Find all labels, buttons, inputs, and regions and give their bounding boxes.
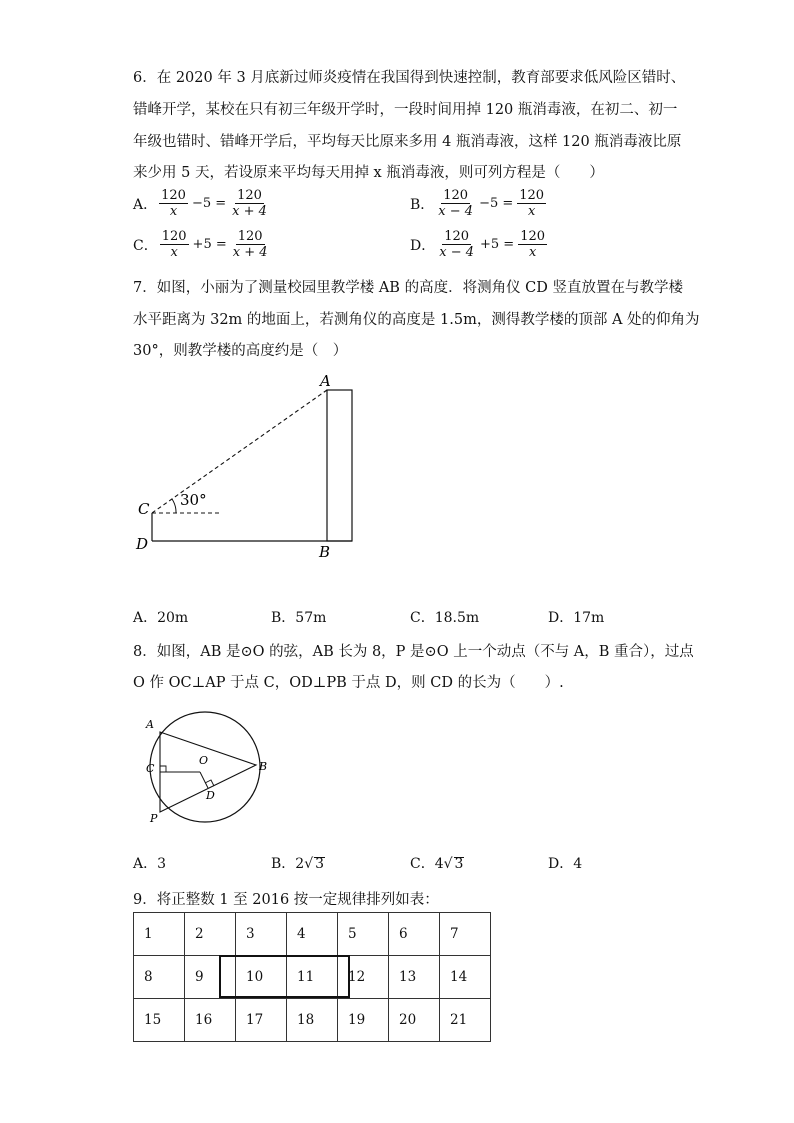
table-cell: 12: [338, 956, 389, 999]
table-cell: 20: [389, 999, 440, 1042]
table-cell: 17: [236, 999, 287, 1042]
q8-answer-b: [271, 853, 325, 873]
angle-arc: [172, 499, 176, 513]
fraction-left: [159, 188, 188, 219]
denominator: x − 4: [439, 245, 474, 260]
q8-answer-d: D．4: [548, 856, 583, 872]
point-label-a: A: [320, 372, 331, 390]
fraction-left: [437, 229, 476, 260]
q6-option-d: [410, 229, 549, 260]
answer-text: C．4: [410, 856, 444, 872]
point-label-d: D: [136, 535, 149, 553]
option-label: D．: [410, 237, 436, 254]
point-label-d: D: [206, 789, 215, 802]
table-cell: 21: [440, 999, 491, 1042]
table-row: [134, 913, 491, 956]
point-label-c: C: [138, 500, 150, 518]
table-cell: 14: [440, 956, 491, 999]
table-cell: 16: [185, 999, 236, 1042]
q6-option-b: [410, 188, 548, 219]
table-cell: 7: [440, 913, 491, 956]
q9-line: 9．将正整数 1 至 2016 按一定规律排列如表：: [133, 892, 439, 908]
table-cell: 18: [287, 999, 338, 1042]
q8-line-2: O 作 OC⊥AP 于点 C，OD⊥PB 于点 D，则 CD 的长为（ ）.: [133, 675, 564, 691]
option-label: B．: [410, 196, 435, 213]
sqrt-icon: √: [443, 856, 453, 872]
q7-figure: [130, 368, 370, 563]
q8-answer-a: A．3: [133, 856, 167, 872]
point-label-p: P: [150, 812, 158, 825]
denominator: x: [528, 204, 536, 219]
numerator: 120: [161, 188, 186, 203]
circle-o: [150, 712, 260, 822]
table-cell: 15: [134, 999, 185, 1042]
table-cell: 5: [338, 913, 389, 956]
table-cell: 4: [287, 913, 338, 956]
q7-line-1: 7．如图，小丽为了测量校园里教学楼 AB 的高度．将测角仪 CD 竖直放置在与教学楼: [133, 280, 684, 296]
table-cell: 10: [236, 956, 287, 999]
sight-line: [152, 390, 327, 513]
table-cell: 19: [338, 999, 389, 1042]
numerator: 120: [237, 188, 262, 203]
table-cell: 1: [134, 913, 185, 956]
building-ab: [327, 390, 352, 541]
fraction-right: [518, 229, 547, 260]
denominator: x: [170, 245, 178, 260]
denominator: x + 4: [232, 204, 267, 219]
denominator: x: [528, 245, 537, 260]
denominator: x: [169, 204, 178, 219]
radicand: 3: [315, 856, 325, 872]
point-label-c: C: [146, 762, 155, 775]
table-cell: 8: [134, 956, 185, 999]
q7-answer-b: B．57m: [271, 610, 327, 626]
q7-line-2: 水平距离为 32m 的地面上，若测角仪的高度是 1.5m，测得教学楼的顶部 A 处的仰角为: [133, 312, 700, 328]
sqrt-icon: √: [304, 856, 314, 872]
option-label: C．: [133, 237, 158, 254]
point-label-b: B: [319, 543, 331, 561]
operator: −5 =: [191, 196, 227, 211]
numerator: 120: [520, 229, 546, 244]
q7-answer-d: D．17m: [548, 610, 605, 626]
denominator: x − 4: [438, 204, 474, 219]
highlight-box: [219, 955, 350, 998]
answer-text: B．2: [271, 856, 305, 872]
q7-answer-a: A．20m: [133, 610, 189, 626]
numerator: 120: [519, 188, 545, 203]
q6-line-3: 年级也错时、错峰开学后，平均每天比原来多用 4 瓶消毒液，这样 120 瓶消毒液比原: [133, 134, 682, 150]
q6-line-1: 6．在 2020 年 3 月底新过师炎疫情在我国得到快速控制，教育部要求低风险区错时、: [133, 70, 686, 86]
operator: −5 =: [479, 196, 514, 211]
table-cell: 9: [185, 956, 236, 999]
q7-answer-c: C．18.5m: [410, 610, 480, 626]
fraction-right: [517, 188, 546, 219]
segment-od: [200, 772, 208, 788]
numerator: 120: [443, 188, 469, 203]
operator: +5 =: [480, 237, 515, 252]
operator: +5 =: [192, 237, 227, 252]
fraction-right: [230, 188, 269, 219]
q6-line-2: 错峰开学，某校在只有初三年级开学时，一段时间用掉 120 瓶消毒液，在初二、初一: [133, 102, 678, 118]
q7-line-3: 30°，则教学楼的高度约是（ ）: [133, 343, 348, 359]
table-row: [134, 999, 491, 1042]
table-cell: 6: [389, 913, 440, 956]
fraction-right: [231, 229, 270, 260]
q6-line-4: 来少用 5 天，若设原来平均每天用掉 x 瓶消毒液，则可列方程是（ ）: [133, 165, 604, 181]
point-label-o: O: [199, 754, 209, 767]
q6-option-c: [133, 229, 272, 260]
table-cell: 11: [287, 956, 338, 999]
numerator: 120: [161, 229, 187, 244]
table-cell: 3: [236, 913, 287, 956]
right-angle-c: [160, 766, 166, 772]
table-cell: 2: [185, 913, 236, 956]
q8-answer-c: [410, 853, 464, 873]
point-label-a: A: [146, 718, 154, 731]
q8-line-1: 8．如图，AB 是⊙O 的弦，AB 长为 8，P 是⊙O 上一个动点（不与 A，B 重合），过点: [133, 644, 694, 660]
table-cell: 13: [389, 956, 440, 999]
angle-label: 30°: [180, 491, 207, 509]
radicand: 3: [454, 856, 464, 872]
q6-option-a: [133, 188, 271, 219]
fraction-left: [436, 188, 475, 219]
option-label: A．: [133, 196, 158, 213]
numerator: 120: [237, 229, 263, 244]
numerator: 120: [444, 229, 470, 244]
point-label-b: B: [259, 760, 268, 773]
fraction-left: [160, 229, 189, 260]
q8-figure: [138, 710, 278, 830]
denominator: x + 4: [232, 245, 268, 260]
